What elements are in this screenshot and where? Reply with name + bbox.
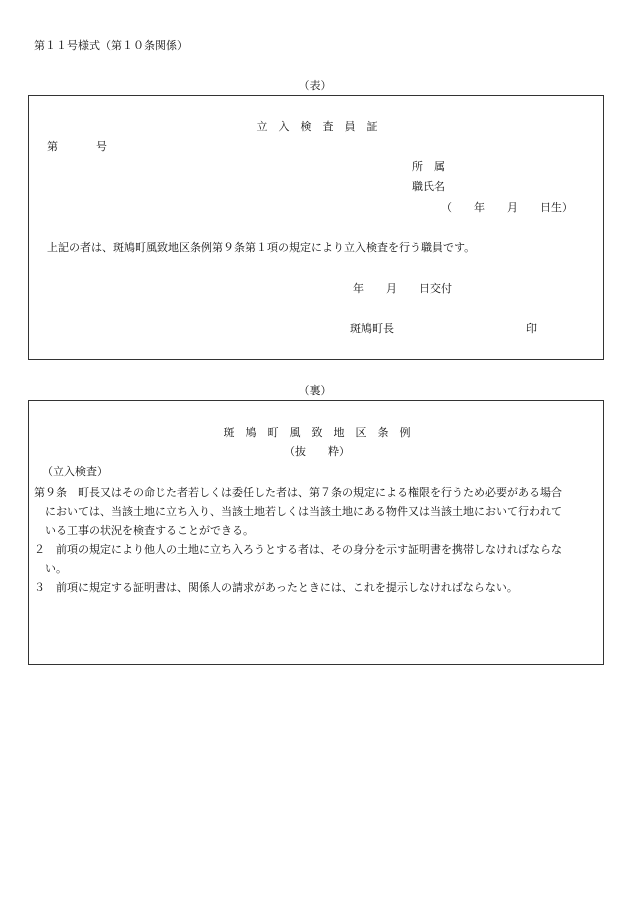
affiliation-label: 所 属 <box>412 160 445 173</box>
number-suffix: 号 <box>96 140 107 153</box>
excerpt-label: （抜 粋） <box>284 445 350 458</box>
issuer-title: 斑鳩町長 <box>350 322 394 335</box>
article-line: いる工事の状況を検査することができる。 <box>34 524 254 537</box>
article-text <box>34 483 600 597</box>
ordinance-title: 斑 鳩 町 風 致 地 区 条 例 <box>223 426 411 439</box>
statement-text: 上記の者は、斑鳩町風致地区条例第９条第１項の規定により立入検査を行う職員です。 <box>47 241 476 254</box>
section-heading: （立入検査） <box>42 465 108 478</box>
front-side-label: （表） <box>298 79 332 92</box>
article-line: い。 <box>34 562 67 575</box>
article-line: ２ 前項の規定により他人の土地に立ち入ろうとする者は、その身分を示す証明書を携帯しなければならな <box>34 543 562 556</box>
seal-mark: 印 <box>526 322 537 335</box>
article-line: ３ 前項に規定する証明書は、関係人の請求があったときには、これを提示しなければならない。 <box>34 581 518 594</box>
back-side-label: （裏） <box>298 384 332 397</box>
front-card <box>28 95 604 360</box>
birth-date-line: （ 年 月 日生） <box>441 201 573 214</box>
article-line: 第９条 町長又はその命じた者若しくは委任した者は、第７条の規定による権限を行うため必要がある場合 <box>34 486 562 499</box>
issue-date: 年 月 日交付 <box>353 282 452 295</box>
article-line: においては、当該土地に立ち入り、当該土地若しくは当該土地にある物件又は当該土地において行われて <box>34 505 562 518</box>
number-prefix: 第 <box>47 140 58 153</box>
card-title: 立 入 検 査 員 証 <box>256 120 378 133</box>
name-label: 職氏名 <box>412 180 445 193</box>
form-header: 第１１号様式（第１０条関係） <box>34 39 188 52</box>
